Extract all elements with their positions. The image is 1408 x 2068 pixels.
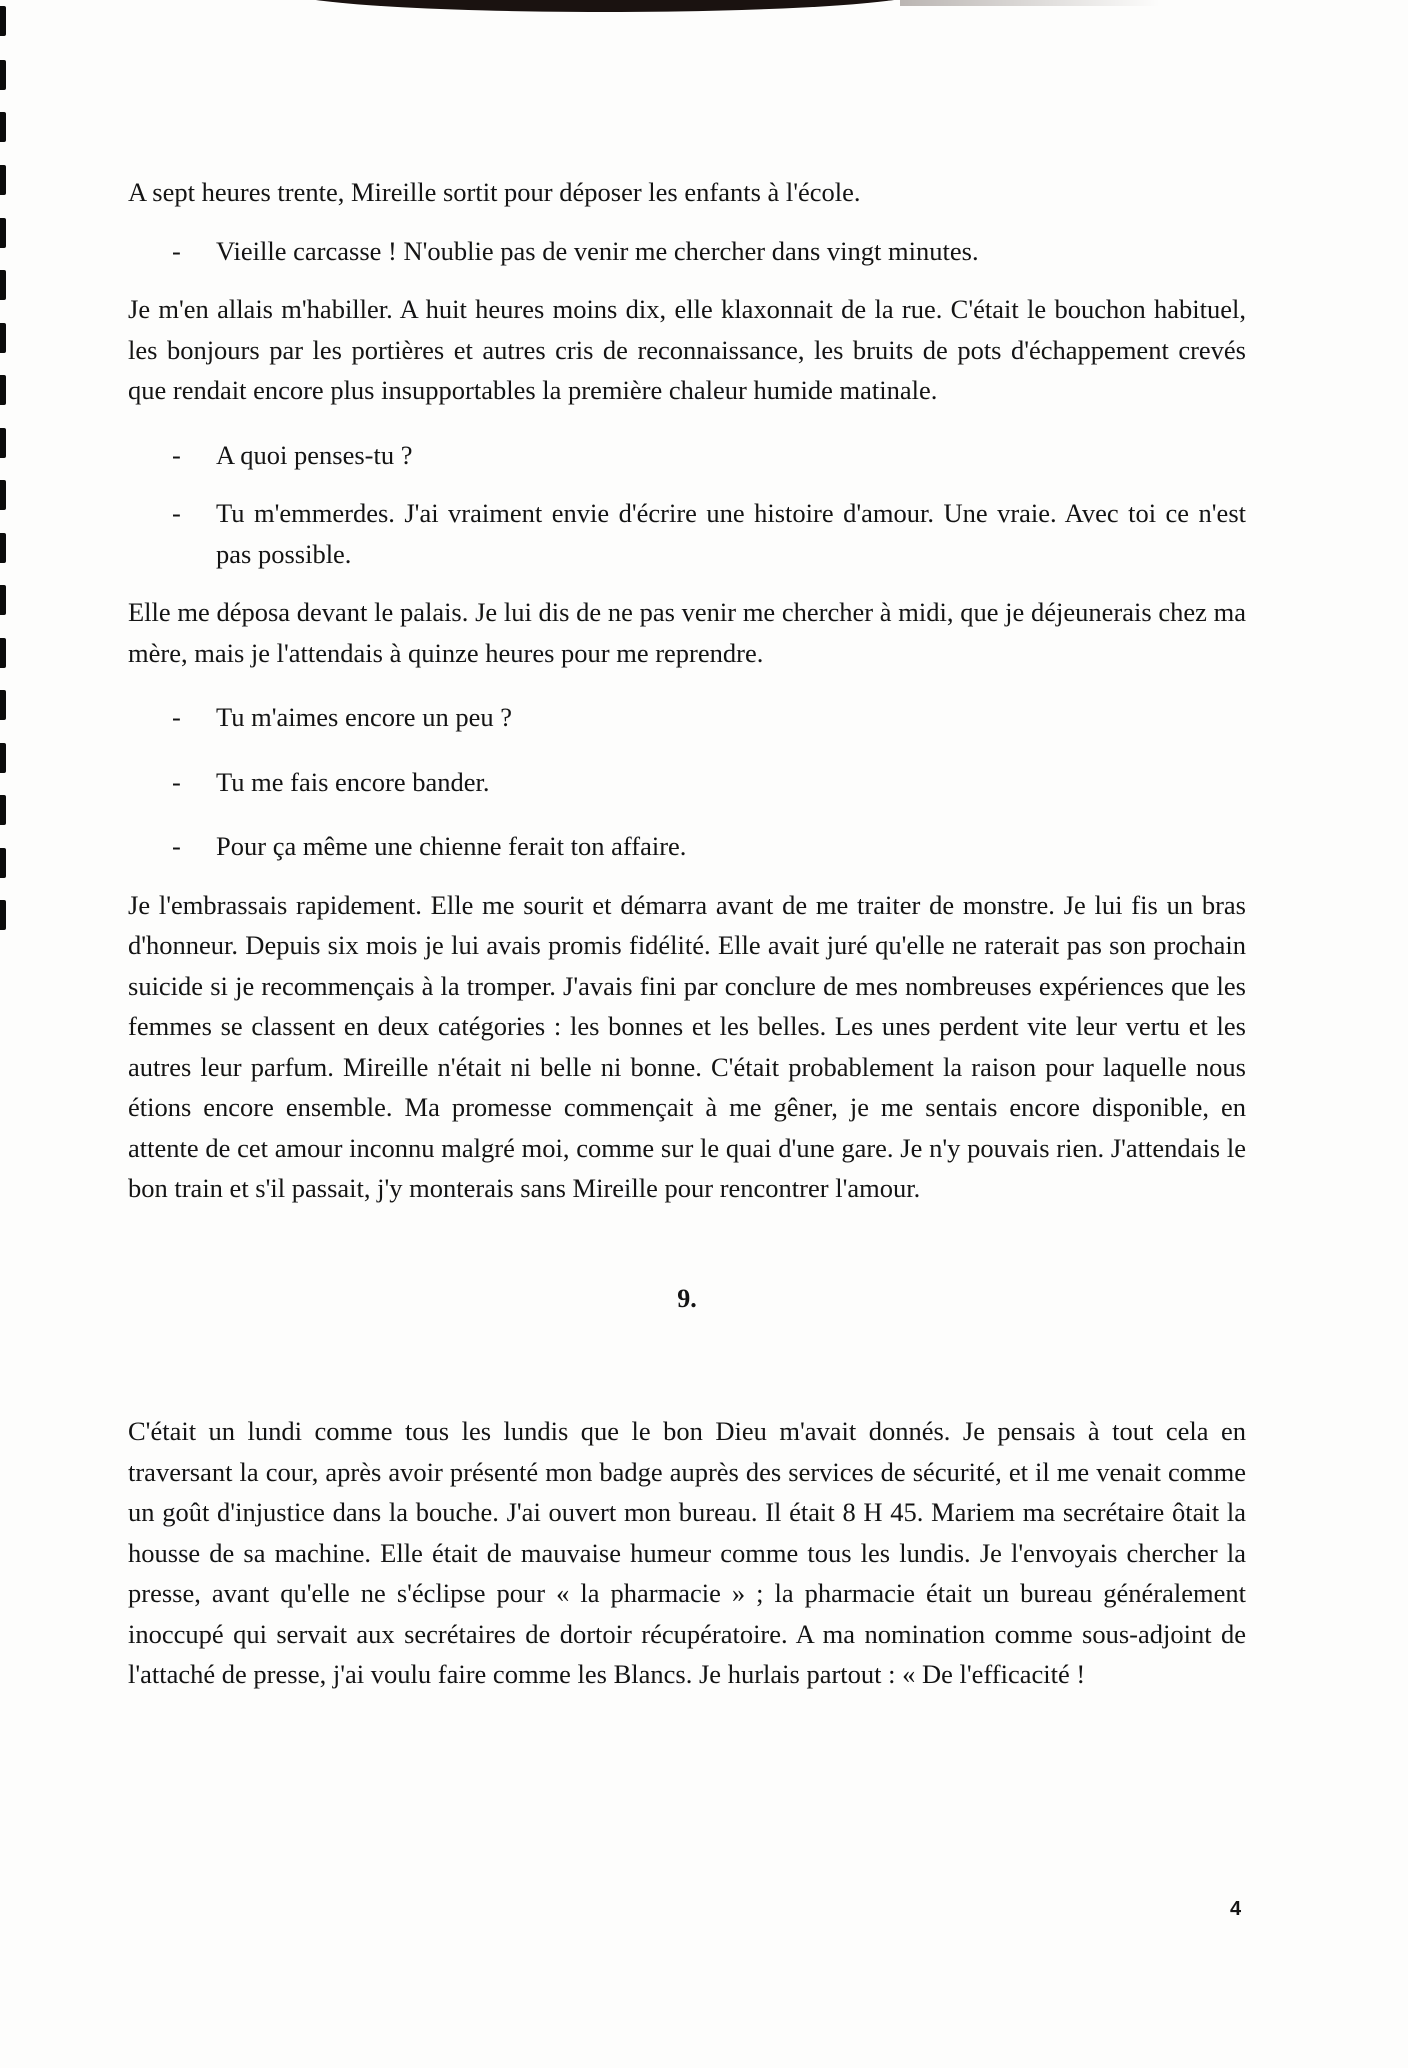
binding-mark	[0, 743, 6, 773]
dialogue-text: Pour ça même une chienne ferait ton affaire.	[216, 831, 687, 861]
binding-mark	[0, 218, 6, 248]
paragraph: Je m'en allais m'habiller. A huit heures moins dix, elle klaxonnait de la rue. C'était le bouchon habituel, les bonjours par les portières et autres cris de reconnaissance, les bruits de pots d'échappement crevés que rendait encore plus insupportables la première chaleur humide matinale.	[128, 294, 1246, 405]
dialogue-text: Vieille carcasse ! N'oublie pas de venir me chercher dans vingt minutes.	[216, 235, 979, 266]
dialogue-line	[128, 697, 1246, 738]
binding-mark	[0, 112, 6, 142]
dialogue-text: Tu m'emmerdes. J'ai vraiment envie d'écrire une histoire d'amour. Une vraie. Avec toi ce n'est pas possible.	[216, 498, 1246, 569]
binding-mark	[0, 795, 6, 825]
dialogue-line	[128, 231, 1246, 272]
dash-marker: -	[172, 831, 181, 861]
dialogue-line	[128, 493, 1246, 574]
binding-mark	[0, 323, 6, 353]
dash-marker: -	[172, 439, 181, 470]
dialogue-line	[128, 435, 1246, 476]
scan-shadow	[285, 0, 925, 12]
binding-mark	[0, 585, 6, 615]
spiral-binding	[0, 0, 10, 1000]
binding-mark	[0, 165, 6, 195]
binding-mark	[0, 428, 6, 458]
dialogue-line	[128, 762, 1246, 803]
dialogue-line	[128, 826, 1246, 867]
paragraph: Je l'embrassais rapidement. Elle me sourit et démarra avant de me traiter de monstre. Je lui fis un bras d'honneur. Depuis six mois je lui avais promis fidélité. Elle avait juré qu'elle ne raterait pas son prochain suicide si je recommençais à la tromper. J'avais fini par conclure de mes nombreuses expériences que les femmes se classent en deux catégories : les bonnes et les belles. Les unes perdent vite leur vertu et les autres leur parfum. Mireille n'était ni belle ni bonne. C'était probablement la raison pour laquelle nous étions encore ensemble. Ma promesse commençait à me gêner, je me sentais encore disponible, en attente de cet amour inconnu malgré moi, comme sur le quai d'une gare. Je n'y pouvais rien. J'attendais le bon train et s'il passait, j'y monterais sans Mireille pour rencontrer l'amour.	[128, 889, 1246, 1203]
binding-mark	[0, 480, 6, 510]
paragraph: A sept heures trente, Mireille sortit pour déposer les enfants à l'école.	[128, 177, 861, 207]
binding-mark	[0, 375, 6, 405]
paragraph: C'était un lundi comme tous les lundis que le bon Dieu m'avait donnés. Je pensais à tout cela en traversant la cour, après avoir présenté mon badge auprès des services de sécurité, et il me venait comme un goût d'injustice dans la bouche. J'ai ouvert mon bureau. Il était 8 H 45. Mariem ma secrétaire ôtait la housse de sa machine. Elle était de mauvaise humeur comme tous les lundis. Je l'envoyais chercher la presse, avant qu'elle ne s'éclipse pour « la pharmacie » ; la pharmacie était un bureau généralement inoccupé qui servait aux secrétaires de dortoir récupératoire. A ma nomination comme sous-adjoint de l'attaché de presse, j'ai voulu faire comme les Blancs. Je hurlais partout : « De l'efficacité !	[128, 1416, 1246, 1689]
binding-mark	[0, 690, 6, 720]
dash-marker: -	[172, 766, 181, 797]
dialogue-text: Tu me fais encore bander.	[216, 766, 490, 797]
binding-mark	[0, 6, 6, 36]
binding-mark	[0, 270, 6, 300]
page-number: 4	[1230, 1898, 1242, 1920]
binding-mark	[0, 638, 6, 668]
scan-shadow-fade	[900, 0, 1160, 6]
paragraph: Elle me déposa devant le palais. Je lui dis de ne pas venir me chercher à midi, que je déjeunerais chez ma mère, mais je l'attendais à quinze heures pour me reprendre.	[128, 597, 1246, 668]
dash-marker: -	[172, 702, 181, 732]
binding-mark	[0, 848, 6, 878]
dialogue-text: Tu m'aimes encore un peu ?	[216, 702, 512, 732]
binding-mark	[0, 60, 6, 90]
page-body	[128, 172, 1246, 1695]
dialogue-text: A quoi penses-tu ?	[216, 439, 413, 470]
dash-marker: -	[172, 498, 181, 528]
chapter-number: 9.	[677, 1283, 697, 1313]
dash-marker: -	[172, 235, 181, 266]
binding-mark	[0, 533, 6, 563]
binding-mark	[0, 900, 6, 930]
